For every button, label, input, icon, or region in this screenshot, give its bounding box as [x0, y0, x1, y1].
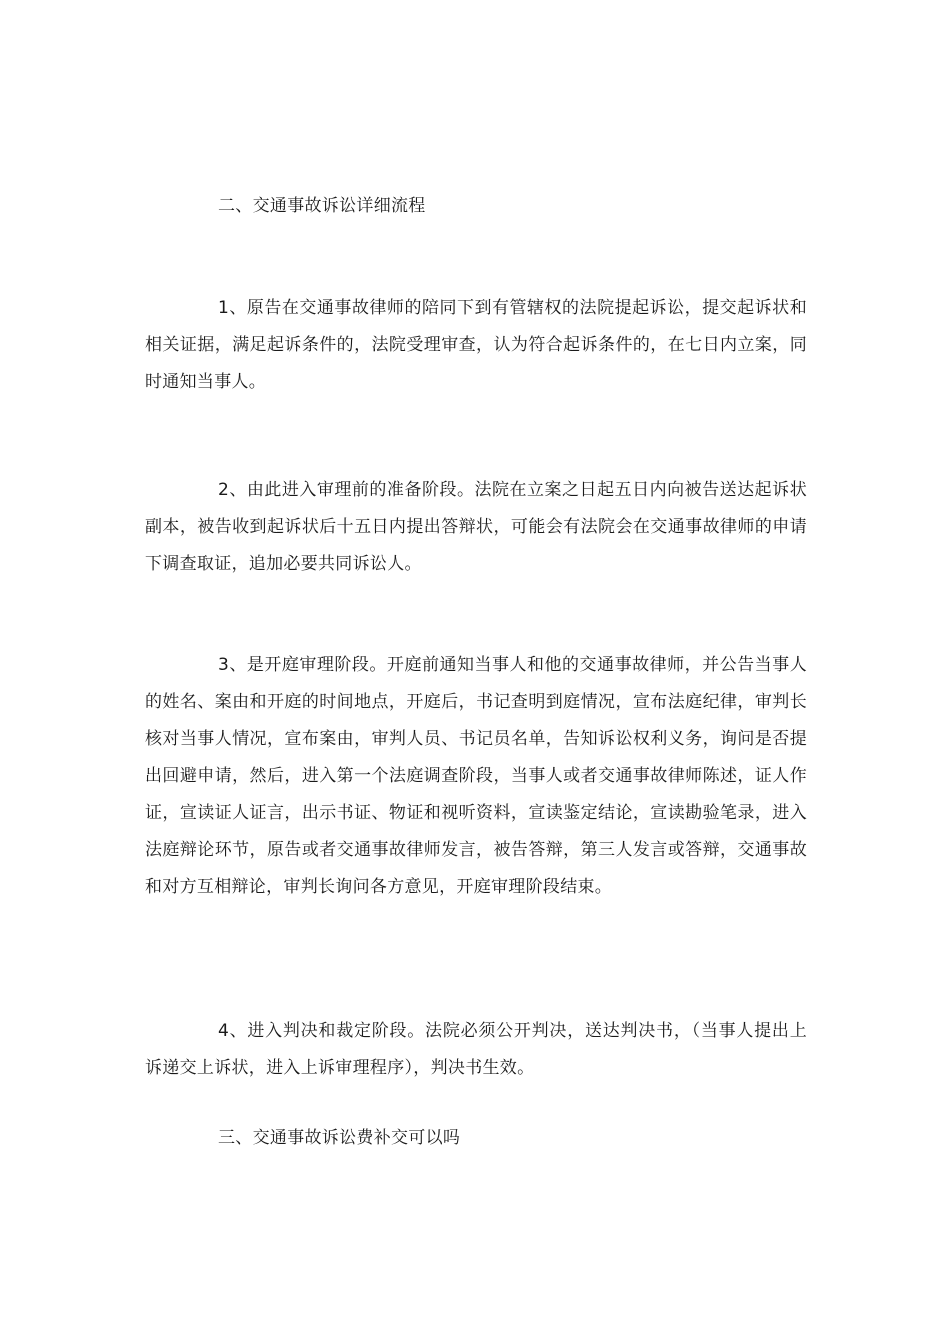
section-heading-2: 二、交通事故诉讼详细流程 [218, 196, 426, 216]
paragraph-step-1: 1、原告在交通事故律师的陪同下到有管辖权的法院提起诉讼，提交起诉状和相关证据，满足起诉条件的，法院受理审查，认为符合起诉条件的，在七日内立案，同时通知当事人。 [145, 298, 807, 392]
section-heading-3: 三、交通事故诉讼费补交可以吗 [218, 1128, 461, 1148]
paragraph-step-3: 3、是开庭审理阶段。开庭前通知当事人和他的交通事故律师，并公告当事人的姓名、案由和开庭的时间地点，开庭后，书记查明到庭情况，宣布法庭纪律，审判长核对当事人情况，宣布案由，审判人员、书记员名单，告知诉讼权利义务，询问是否提出回避申请，然后，进入第一个法庭调查阶段，当事人或者交通事故律师陈述，证人作证，宣读证人证言，出示书证、物证和视听资料，宣读鉴定结论，宣读勘验笔录，进入法庭辩论环节，原告或者交通事故律师发言，被告答辩，第三人发言或答辩，交通事故和对方互相辩论，审判长询问各方意见，开庭审理阶段结束。 [145, 655, 807, 897]
paragraph-step-2: 2、由此进入审理前的准备阶段。法院在立案之日起五日内向被告送达起诉状副本，被告收到起诉状后十五日内提出答辩状，可能会有法院会在交通事故律师的申请下调查取证，追加必要共同诉讼人。 [145, 480, 807, 574]
paragraph-step-4: 4、进入判决和裁定阶段。法院必须公开判决，送达判决书，（当事人提出上诉递交上诉状，进入上诉审理程序），判决书生效。 [145, 1021, 807, 1078]
